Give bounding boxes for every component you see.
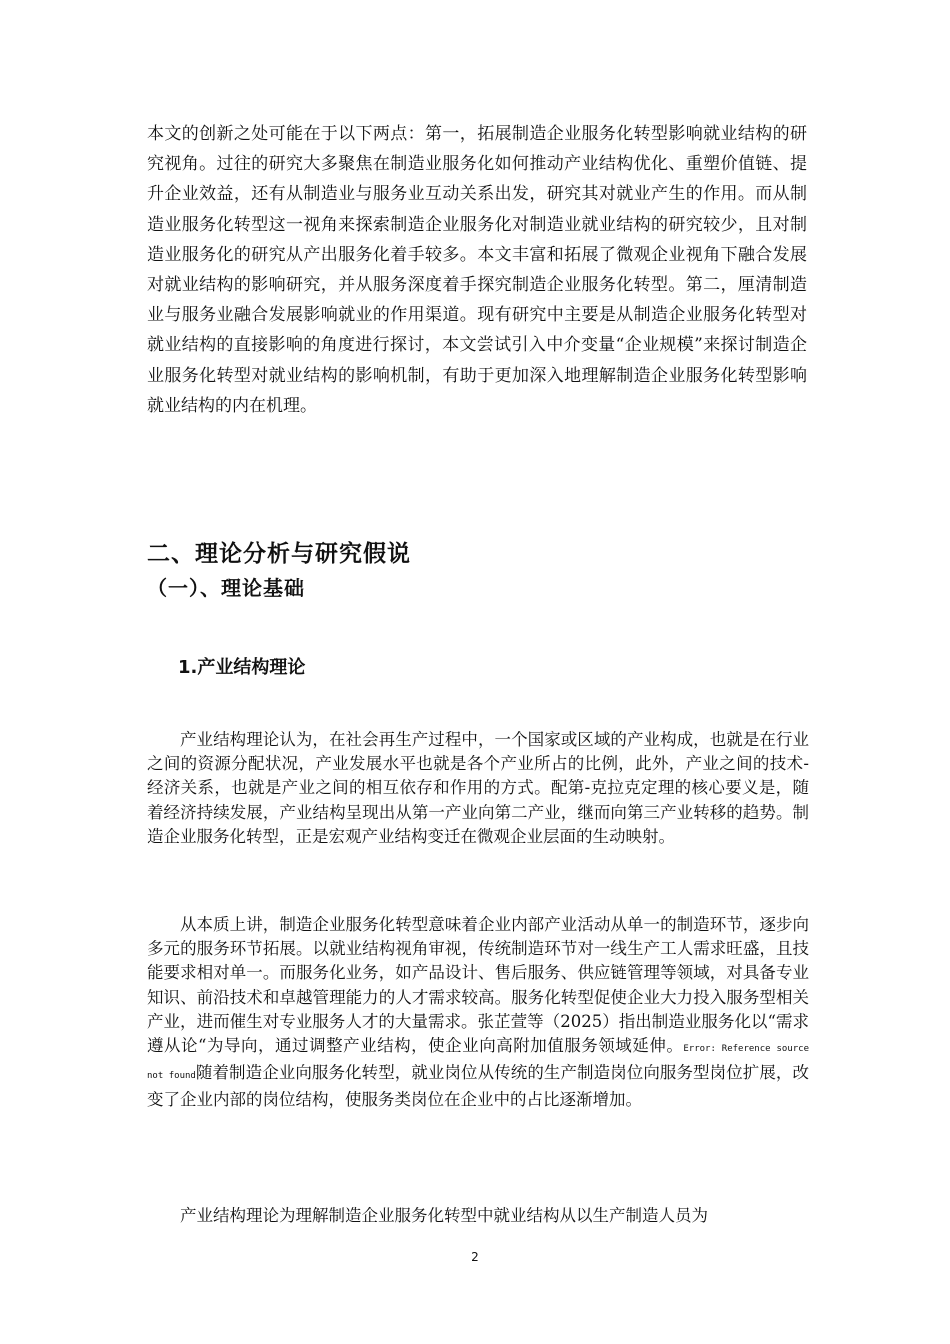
paragraph-continuation: 产业结构理论为理解制造企业服务化转型中就业结构从以生产制造人员为 — [180, 1206, 708, 1225]
paragraph-3-text-part2: 随着制造企业向服务化转型，就业岗位从传统的生产制造岗位向服务型岗位扩展，改变了企业内部的岗位结构，使服务类岗位在企业中的占比逐渐增加。 — [147, 1063, 809, 1110]
page-number: 2 — [471, 1250, 479, 1264]
paragraph-3-text-part1: 从本质上讲，制造企业服务化转型意味着企业内部产业活动从单一的制造环节，逐步向多元的服务环节拓展。以就业结构视角审视，传统制造环节对一线生产工人需求旺盛，且技能要求相对单一。而服务化业务，如产品设计、售后服务、供应链管理等领域，对具备专业知识、前沿技术和卓越管理能力的人才需求较高。服务化转型促使企业大力投入服务型相关产业，进而催生对专业服务人才的大量需求。张芷萱等（2025）指出制造业服务化以“需求遵从论“为导向，通过调整产业结构，使企业向高附加值服务领域延伸。 — [147, 915, 809, 1056]
paragraph-industrial-structure-theory: 产业结构理论认为，在社会再生产过程中，一个国家或区域的产业构成，也就是在行业之间的资源分配状况，产业发展水平也就是各个产业所占的比例，此外，产业之间的技术-经济关系，也就是产业之间的相互依存和作用的方式。配第-克拉克定理的核心要义是，随着经济持续发展，产业结构呈现出从第一产业向第二产业，继而向第三产业转移的趋势。制造企业服务化转型，正是宏观产业结构变迁在微观企业层面的生动映射。 — [147, 730, 809, 846]
section-heading: 二、理论分析与研究假说 — [147, 541, 411, 567]
paragraph-servitization-essence — [147, 913, 809, 1113]
sub-subsection-heading: 1.产业结构理论 — [178, 657, 306, 678]
reference-error-note: Error: Reference source not found — [147, 1044, 810, 1082]
subsection-heading: （一）、理论基础 — [147, 576, 305, 600]
intro-paragraph: 本文的创新之处可能在于以下两点：第一，拓展制造企业服务化转型影响就业结构的研究视角。过往的研究大多聚焦在制造业服务化如何推动产业结构优化、重塑价值链、提升企业效益，还有从制造业与服务业互动关系出发，研究其对就业产生的作用。而从制造业服务化转型这一视角来探索制造企业服务化对制造业就业结构的研究较少，且对制造业服务化的研究从产出服务化着手较多。本文丰富和拓展了微观企业视角下融合发展对就业结构的影响研究，并从服务深度着手探究制造企业服务化转型。第二，厘清制造业与服务业融合发展影响就业的作用渠道。现有研究中主要是从制造企业服务化转型对就业结构的直接影响的角度进行探讨，本文尝试引入中介变量“企业规模”来探讨制造企业服务化转型对就业结构的影响机制，有助于更加深入地理解制造企业服务化转型影响就业结构的内在机理。 — [147, 124, 807, 416]
